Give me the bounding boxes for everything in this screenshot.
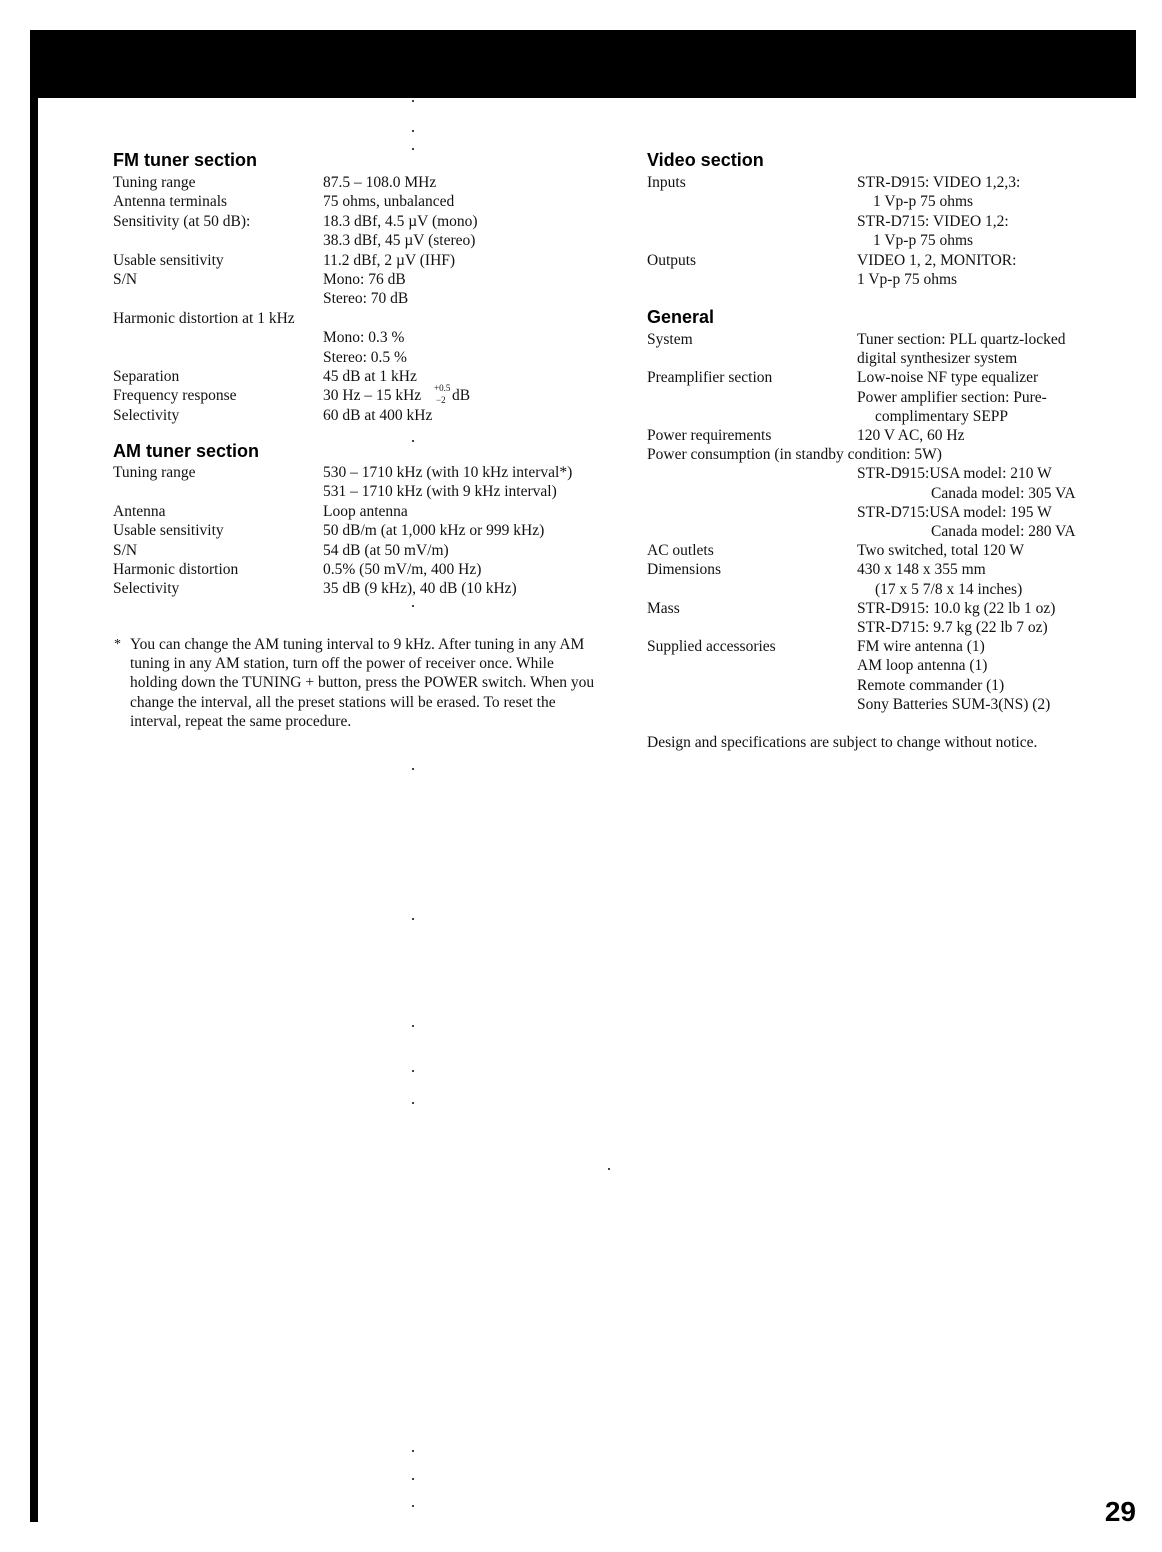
spec-label: Tuning range — [113, 464, 196, 481]
gutter-dot — [412, 1070, 414, 1072]
freq-tolerance-unit: dB — [452, 387, 471, 404]
spec-value: 38.3 dBf, 45 µV (stereo) — [323, 232, 476, 250]
spec-label: Harmonic distortion — [113, 561, 239, 578]
spec-value: 45 dB at 1 kHz — [323, 368, 417, 385]
spec-label: Power consumption (in standby condition: 5W) — [647, 446, 942, 464]
am-section-title: AM tuner section — [113, 441, 260, 461]
spec-label: Tuning range — [113, 174, 196, 191]
spec-label: Outputs — [647, 251, 697, 269]
spec-value: STR-D915: 10.0 kg (22 lb 1 oz) — [857, 599, 1056, 617]
spec-value: Two switched, total 120 W — [857, 542, 1024, 560]
spec-label: S/N — [113, 541, 138, 559]
page-number: 29 — [1104, 1496, 1136, 1527]
spec-value: (17 x 5 7/8 x 14 inches) — [875, 580, 1023, 598]
video-section-title: Video section — [647, 150, 764, 170]
gutter-dot — [412, 1478, 414, 1480]
spec-value: 430 x 148 x 355 mm — [857, 561, 986, 579]
spec-value: Mono: 0.3 % — [323, 329, 405, 347]
header-bar — [30, 30, 1136, 98]
spec-label: Selectivity — [113, 406, 180, 424]
spec-value: 75 ohms, unbalanced — [323, 193, 455, 211]
spec-value: STR-D715:USA model: 195 W — [857, 503, 1052, 521]
spec-value: 1 Vp-p 75 ohms — [857, 271, 958, 288]
gutter-dot — [412, 130, 414, 132]
spec-value: Loop antenna — [323, 502, 408, 520]
spec-value: Low-noise NF type equalizer — [857, 369, 1039, 387]
gutter-dot — [412, 1505, 414, 1507]
spec-value: STR-D715: VIDEO 1,2: — [857, 212, 1009, 230]
spec-label: Selectivity — [113, 580, 180, 598]
spec-value: Tuner section: PLL quartz-locked — [857, 331, 1066, 348]
spec-value: 11.2 dBf, 2 µV (IHF) — [323, 251, 456, 269]
spec-label: Harmonic distortion at 1 kHz — [113, 309, 295, 327]
spec-value: 18.3 dBf, 4.5 µV (mono) — [323, 212, 478, 230]
spec-value: STR-D915: VIDEO 1,2,3: — [857, 174, 1021, 191]
gutter-dot — [412, 1102, 414, 1104]
spec-label: Frequency response — [113, 387, 237, 405]
footnote-text: You can change the AM tuning interval to 9 kHz. After tuning in any AM tuning in any AM station, turn off the power of receiver once. While holding down the TUNING + button, press the POWER switch. When you change the interval, all the preset stations will be erased. To reset the interval, repeat the same procedure. — [130, 636, 595, 730]
spec-value: digital synthesizer system — [857, 350, 1018, 368]
spec-label: Usable sensitivity — [113, 522, 224, 540]
spec-value: VIDEO 1, 2, MONITOR: — [857, 251, 1017, 269]
spec-value: Stereo: 70 dB — [323, 290, 409, 308]
spec-value: STR-D915:USA model: 210 W — [857, 465, 1052, 483]
left-margin-rule — [30, 30, 38, 1522]
freq-tolerance-minus: −2 — [436, 395, 446, 405]
spec-value: Canada model: 280 VA — [931, 523, 1076, 540]
spec-value: complimentary SEPP — [875, 407, 1009, 425]
spec-value: 54 dB (at 50 mV/m) — [323, 541, 449, 559]
spec-label: AC outlets — [647, 542, 714, 560]
spec-label: Power requirements — [647, 427, 772, 444]
spec-value: 0.5% (50 mV/m, 400 Hz) — [323, 561, 482, 578]
gutter-dot — [412, 1450, 414, 1452]
gutter-dot — [608, 1168, 610, 1170]
gutter-dot — [412, 918, 414, 920]
spec-value: 1 Vp-p 75 ohms — [873, 232, 974, 250]
gutter-dot — [412, 148, 414, 150]
spec-value: Power amplifier section: Pure- — [857, 388, 1047, 406]
spec-value: 531 – 1710 kHz (with 9 kHz interval) — [323, 483, 557, 501]
spec-label: Supplied accessories — [647, 638, 776, 656]
spec-value: AM loop antenna (1) — [857, 657, 988, 675]
spec-value: FM wire antenna (1) — [857, 638, 985, 656]
spec-value: 120 V AC, 60 Hz — [857, 427, 965, 444]
spec-value: Canada model: 305 VA — [931, 484, 1076, 502]
spec-value: Remote commander (1) — [857, 676, 1005, 694]
spec-label: Mass — [647, 599, 680, 617]
spec-label: System — [647, 331, 693, 348]
gutter-dot — [412, 605, 414, 607]
gutter-dot — [412, 768, 414, 770]
spec-value: 60 dB at 400 kHz — [323, 406, 433, 424]
gutter-dot — [412, 1025, 414, 1027]
spec-value: 50 dB/m (at 1,000 kHz or 999 kHz) — [323, 522, 545, 540]
fm-section-title: FM tuner section — [113, 150, 258, 170]
disclaimer: Design and specifications are subject to change without notice. — [647, 734, 1038, 751]
spec-value: Mono: 76 dB — [323, 271, 406, 288]
spec-label: Preamplifier section — [647, 369, 773, 387]
gutter-dot — [412, 440, 414, 442]
spec-value: STR-D715: 9.7 kg (22 lb 7 oz) — [857, 619, 1048, 636]
spec-label: Antenna terminals — [113, 193, 228, 211]
spec-value: 530 – 1710 kHz (with 10 kHz interval*) — [323, 464, 573, 481]
spec-value: 30 Hz – 15 kHz — [323, 387, 422, 405]
spec-value: Sony Batteries SUM-3(NS) (2) — [857, 695, 1051, 713]
footnote-marker: * — [114, 637, 121, 652]
spec-label: Separation — [113, 368, 180, 385]
spec-label: Dimensions — [647, 561, 722, 579]
general-section-title: General — [647, 307, 715, 327]
freq-tolerance-plus: +0.5 — [434, 383, 451, 393]
spec-value: Stereo: 0.5 % — [323, 348, 407, 366]
spec-label: Antenna — [113, 502, 166, 520]
spec-value: 35 dB (9 kHz), 40 dB (10 kHz) — [323, 580, 517, 598]
gutter-dot — [412, 100, 414, 102]
spec-value: 87.5 – 108.0 MHz — [323, 174, 437, 191]
spec-label: Sensitivity (at 50 dB): — [113, 212, 251, 230]
spec-label: Usable sensitivity — [113, 251, 224, 269]
spec-label: Inputs — [647, 174, 686, 191]
spec-value: 1 Vp-p 75 ohms — [873, 193, 974, 211]
spec-label: S/N — [113, 271, 138, 288]
